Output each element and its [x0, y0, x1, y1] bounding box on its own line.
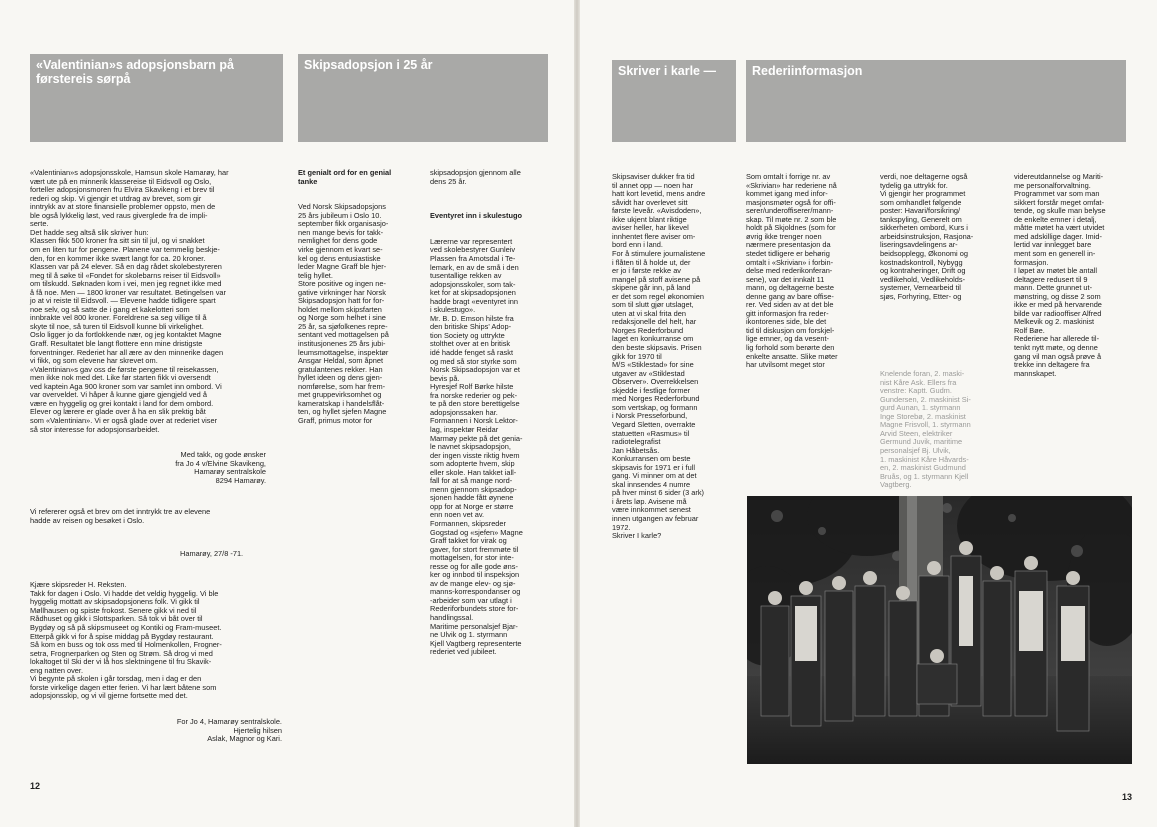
- photo-caption: [880, 353, 1010, 498]
- heading-rederiinformasjon-text: Rederiinformasjon: [752, 64, 863, 78]
- article-skipsadopsjon-col2: [430, 152, 550, 665]
- rederi-col1: [746, 156, 868, 378]
- heading-skriver-text: Skriver i karle —: [618, 64, 716, 78]
- rederi-body-3: videreutdannelse og Mariti- me personalforvaltning. Programmet var som man sikkert forstår meget omfat- tende, og skulle man belyse de enkelte emner i detalj, måtte møtet ha vært utvidet med adskillige dager. Imid- lertid var innlegget bare ment som en generell in- formasjon. I løpet av møtet ble antall deltagere redusert til 9 mann. Dette grunnet ut- mønstring, og disse 2 som ikke er med på hervarende bilde var radiooffiser Alfred Melkevik og 2. maskinist Rolf Bøe. Rederiene har allerede til- tenkt nytt møte, og denne gang vil man også prøve å trekke inn deltagere fra mannskapet.: [1014, 172, 1106, 378]
- page-number-right: 13: [1122, 792, 1133, 802]
- heading-valentinian-text: «Valentinian»s adopsjonsbarn på førstereis sørpå: [36, 58, 234, 86]
- rederi-col3: [1014, 156, 1138, 387]
- skipsadopsjon-body-1: Ved Norsk Skipsadopsjons 25 års jubileum i Oslo 10. september fikk organisasjo- nen mange bevis for takk- nemlighet for dens gode virke gjennom et kvart se- kel og dens entusiastiske leder Magne Graff ble hjer- telig hyllet. Store positive og ingen ne- gative virkninger har Norsk Skipsadopsjon hatt for for- holdet mellom skipsfarten og Norge som helhet i sine 25 år, sa sjøfolkenes repre- sentant ved mottagelsen på institusjonenes 25 års jubi- leumsmottagelse, inspektør Ansgar Heldal, som åpnet gratulantenes rekker. Han hyllet ideen og dens gjen- nomførelse, som har frem- met gruppevirksomhet og kameratskap i handelsflåt- ten, og hyllet sjefen Magne Graff, primus motor for: [298, 202, 389, 425]
- article-valentinian: [30, 152, 288, 752]
- heading-valentinian: [30, 54, 283, 142]
- skriver-body: Skipsaviser dukker fra tid til annet opp — noen har hatt kort levetid, mens andre såvidt har overlevet sitt første leveår. «Avisdoden», ikke ukjent blant riktige aviser heller, har likevel innhentet flere aviser om- bord enn i land. For å stimulere journalistene i flåten til å holde ut, der er jo i første rekke av mangel på stoff avisene på skipene går inn, på land er det som regel økonomien som til slutt gjør utslaget, uten at vi skal frita den redaksjonelle del helt, har Norges Rederforbund laget en konkurranse om den beste skipsavis. Prisen gikk for 1970 til M/S «Stiklestad» for sine utgaver av «Stiklestad Observer». Overrekkelsen skjedde i festlige former med Norges Rederforbund som vertskap, og formann i Norsk Presseforbund, Vegard Sletten, overrakte statuetten «Rasmus» til radiotelegrafist Jan Håbetsås. Konkurransen om beste skipsavis for 1971 er i full gang. Vi minner om at det skal innsendes 4 numre på hver minst 6 sider (3 ark) i årets løp. Avisene må være innkommet senest innen utgangen av februar 1972. Skriver I karle?: [612, 172, 706, 541]
- heading-skipsadopsjon-text: Skipsadopsjon i 25 år: [304, 58, 433, 72]
- skipsadopsjon-body-3: Lærerne var representert ved skolebestyrer Gunleiv Plassen fra Amotsdal i Te- lemark, en av de små i den tusentallige rekken av adopsjonsskoler, som tak- ket for at skipsadopsjonen hadde bragt «eventyret inn i skulestugo». Mr. B. D. Emson hilste fra den britiske Ships' Adop- tion Society og uttrykte stolthet over at en britisk idé hadde fenget så raskt og med så stor styrke som Norsk Skipsadopsjon var et bevis på. Hyresjef Rolf Børke hilste fra norske rederier og pek- te på den store berettigelse adopsjonssaken har. Formannen i Norsk Lektor- lag, inspektør Reidar Marmøy pekte på det genia- le navnet skipsadopsjon, der ingen visste riktig hvem som adopterte hvem, skip eller skole. Han takket iall- fall for at så mange nord- menn gjennom skipsadop- sjonen hadde fått øynene opp for at Norge er større enn noen vet av. Formannen, skipsreder Gogstad og «sjefen» Magne Graff takket for virak og gaver, for stort fremmøte til mottagelsen, for stor inte- resse og for alle gode øns- ker og innbod til inspeksjon av de mange elev- og sjø- manns-korrespondanser og -arbeider som var utlagt i Rederiforbundets store for- handlingssal. Maritime personalsjef Bjar- ne Ulvik og 1. styrmann Kjell Vagtberg representerte rederiet ved jubileet.: [430, 236, 523, 657]
- article-skriver: [612, 156, 736, 549]
- subheading-eventyret: Eventyret inn i skulestugo: [430, 211, 522, 221]
- heading-skriver: [612, 60, 736, 142]
- rederi-body-1: Som omtalt i forrige nr. av «Skrivian» har rederiene nå kommet igang med infor- masjonsmøter også for offi- serer/underoffiserer/mann- skap. Til møte nr. 2 som ble holdt på Skjoldnes (som for øvrig ikke trenger noen nærmere presentasjon da stedet tidligere er behørig omtalt i «Skrivian» i forbin- delse med rederikonferan- sene), var det innkalt 11 mann, og deltagerne beste denne gang av bare offise- rer. Ved siden av at det ble gitt informasjon fra reder- ikontorenes side, ble det tid til diskusjon om forskjel- lige emner, og da vesent- lig forhold som berørte den enkelte ansatte. Slike møter har utvilsomt meget stor: [746, 172, 838, 370]
- valentinian-body: «Valentinian»s adopsjonsskole, Hamsun skole Hamarøy, har vært ute på en minnerik klassereise til Eidsvoll og Oslo, forteller adopsjonsmoren fru Elvira Skavikeng i et brev til rederi og skip. Vi gjengir et utdrag av brevet, som gir inntrykk av at store finansielle problemer oppsto, men de ble også lykkelig løst, ved raus giverglede fra de impli- serte. Det hadde seg altså slik skriver hun: Klassen fikk 500 kroner fra sitt sin til jul, og vi snakket om en liten tur for pengene. Planene var temmelig beskje- den, for en kommer ikke svært langt for ca. 20 kroner. Klassen var på 24 elever. Så en dag rådet skolebestyreren meg til å søke til «Fondet for skolebarns reiser til Eidsvoll» om tilskudd. Søknaden kom i vei, men jeg regnet ikke med å få noe. Men — 1800 kroner var resultatet. Betingelsen var jo at vi reiste til Eidsvoll. — Elevene hadde tidligere spart noe selv, og så satte de i gang et kakelotteri som innbrakte vel 800 kroner. Foreldrene sa seg villige til å skyte til noe, så turen til Eidsvoll kunne bli virkelighet. Oslo ligger jo da fortlokkende nær, og jeg kontaktet Magne Graff. Resultatet ble langt flottere enn mine dristigste forventninger. Rederiet har all ære av den minnerike dagen vi fikk, og som elevene har skrevet om. «Valentinian»s gav oss de første pengene til reisekassen, men ikke nok med det. Like før starten fikk vi oversendt ved kaptein Aga 900 kroner som var samlet inn ombord. Vi var overveldet. Vi håper å kunne gjøre gjengjeld ved å være en hyggelig og grei kontakt i land for dem ombord. Elever og lærere er glade over å ha en slik prektig båt som «Valentinian». Vi er også glade over at rederiet viser så stor interesse for adopsjonsarbeidet.: [30, 168, 229, 434]
- group-photo-graphic: [747, 496, 1132, 764]
- rederi-col2: [880, 156, 1002, 310]
- valentinian-signature: Med takk, og gode ønsker fra Jo 4 v/Elvine Skavikeng, Hamarøy sentralskole 8294 Hamarøy.: [175, 450, 266, 485]
- page-gutter: [574, 0, 580, 827]
- group-photo: [747, 496, 1132, 764]
- letter-signature: For Jo 4, Hamarøy sentralskole. Hjertelig hilsen Aslak, Magnor og Kari.: [176, 717, 282, 744]
- letter-body: Kjære skipsreder H. Reksten. Takk for dagen i Oslo. Vi hadde det veldig hyggelig. Vi ble hyggelig mottatt av skipsadopsjonens folk. Vi gikk til Møllhausen og spiste frokost. Senere gikk vi ned til Rådhuset og gikk i Slottsparken. Så tok vi båt over til Bygdøy og så på skipsmuseet og Kontiki og Fram-museet. Etterpå gikk vi for å spise middag på Bygdøy restaurant. Så kom en buss og tok oss med til Holmenkollen, Frogner- setra, Frognerparken og Sten og Strøm. Så drog vi med lokaltoget til Ski der vi lå hos slektningene til fru Skavik- eng natten over. Vi begynte på skolen i går torsdag, men i dag er den forste virkelige dagen etter ferien. Vi har lært båtene som adopsjonsskip, og vi vil gjerne fortsette med det.: [30, 580, 222, 701]
- page-number-left: 12: [30, 781, 41, 791]
- rederi-body-2: verdi, noe deltagerne også tydelig ga uttrykk for. Vi gjengir her programmet som omhandlet følgende poster: Havari/forsikring/ tankspyling, Generelt om sikkerheten ombord, Kurs i arbeidsinstruksjon, Rasjona- liseringsavdelingens ar- beidsopplegg, Økonomi og kostnadskontroll, Nybygg og kontraheringer, Drift og vedlikehold, Vedlikeholds- systemer, Vernearbeid til sjøs, Forhyring, Etter- og: [880, 172, 974, 301]
- heading-skipsadopsjon: [298, 54, 548, 142]
- skipsadopsjon-body-2: skipsadopsjon gjennom alle dens 25 år.: [430, 168, 521, 186]
- article-skipsadopsjon-col1: [298, 152, 416, 434]
- subheading-genialt-ord: Et genialt ord for en genial tanke: [298, 168, 392, 186]
- heading-rederiinformasjon: [746, 60, 1126, 142]
- valentinian-intro-letter: Vi refererer også et brev om det inntrykk tre av elevene hadde av reisen og besøket i Oslo.: [30, 507, 211, 525]
- letter-date: Hamarøy, 27/8 -71.: [180, 548, 244, 558]
- photo-caption-text: Knelende foran, 2. maski- nist Kåre Ask. Ellers fra venstre: Kaptt. Gudm. Gundersen, 2. maskinist Si- gurd Aunan, 1. styrmann Inge Storebø, 2. maskinist Magne Frisvoll, 1. styrmann Arvid Steen, elektriker Germund Juvik, maritime personalsjef Bj. Ulvik, 1. maskinist Kåre Håvards- en, 2. maskinist Gudmund Bruås, og 1. styrmann Kjell Vagtberg.: [880, 369, 971, 490]
